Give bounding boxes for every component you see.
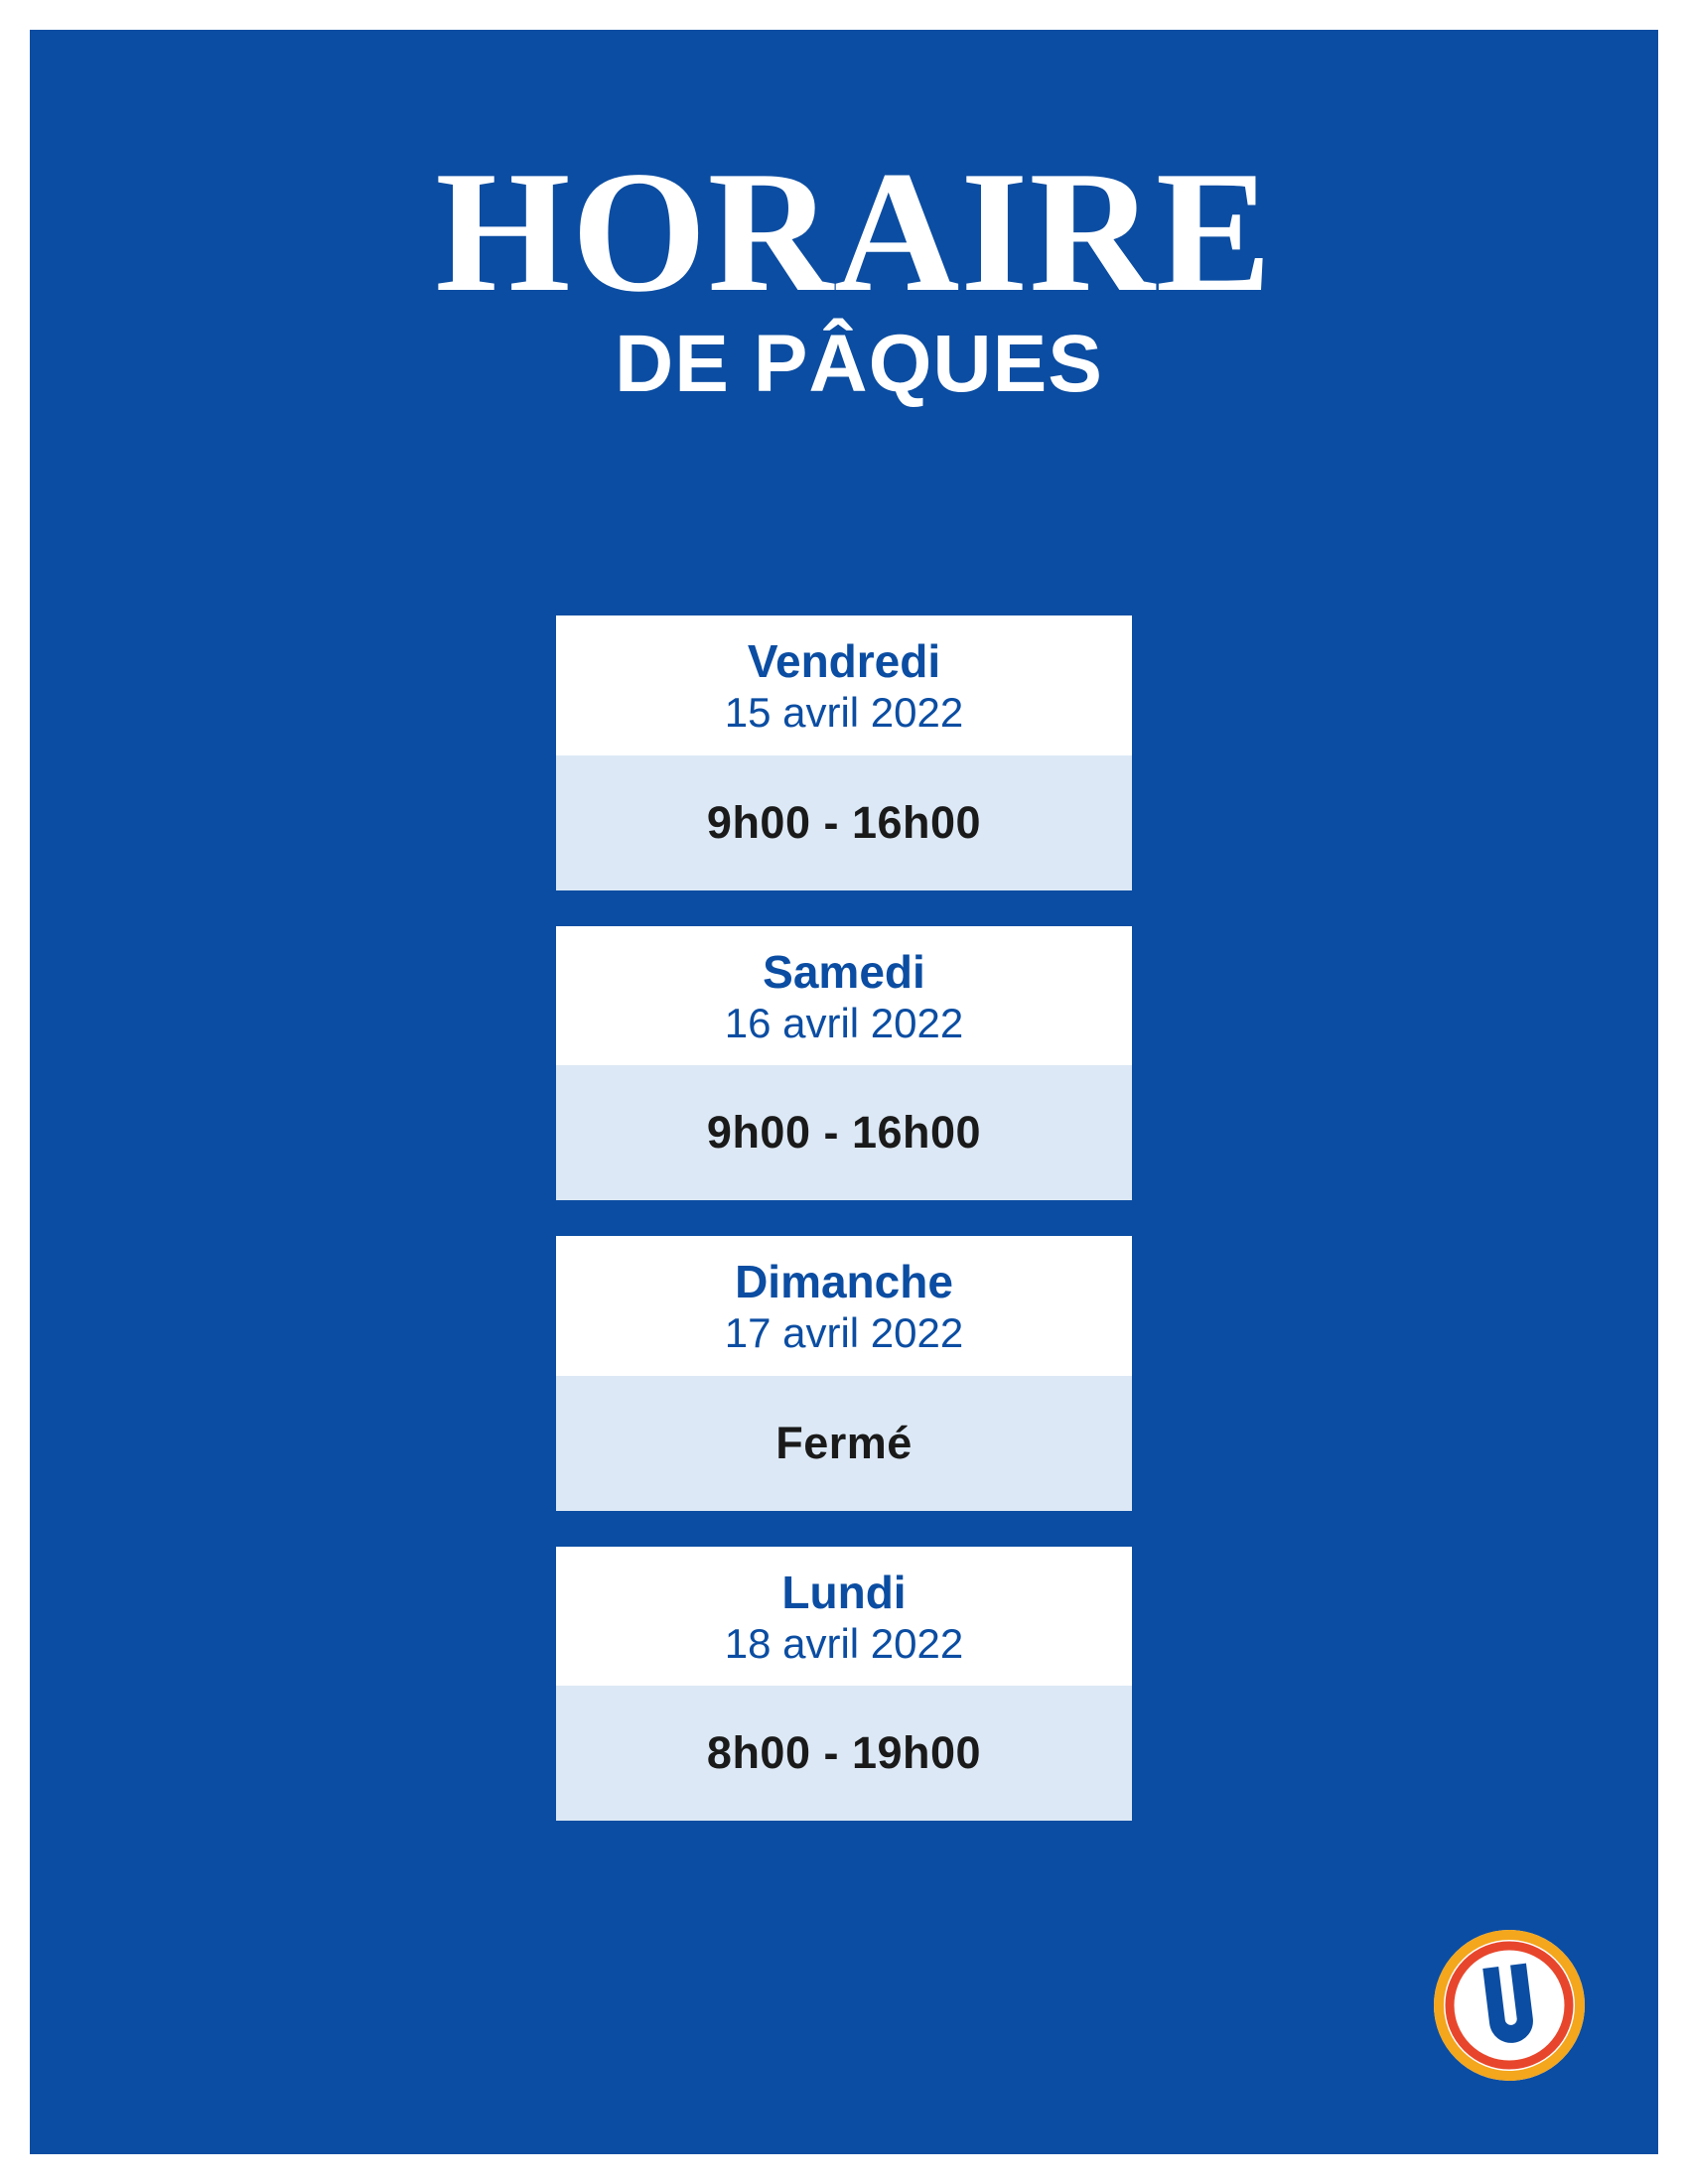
schedule-card-header xyxy=(556,1236,1132,1376)
schedule-card xyxy=(556,1236,1132,1511)
schedule-list xyxy=(30,615,1658,1821)
schedule-date: 15 avril 2022 xyxy=(724,689,964,737)
schedule-hours: 9h00 - 16h00 xyxy=(556,755,1132,890)
schedule-hours: Fermé xyxy=(556,1376,1132,1511)
schedule-day: Lundi xyxy=(781,1566,907,1618)
schedule-card-header xyxy=(556,615,1132,755)
page-title: HORAIRE xyxy=(435,135,1273,328)
schedule-date: 18 avril 2022 xyxy=(724,1620,964,1668)
u-logo-icon xyxy=(1430,1926,1589,2085)
u-logo xyxy=(1430,1926,1589,2085)
schedule-card xyxy=(556,615,1132,890)
schedule-card xyxy=(556,926,1132,1201)
schedule-day: Dimanche xyxy=(735,1256,953,1308)
schedule-day: Samedi xyxy=(763,945,925,998)
schedule-hours: 8h00 - 19h00 xyxy=(556,1686,1132,1821)
schedule-hours: 9h00 - 16h00 xyxy=(556,1065,1132,1200)
schedule-card-header xyxy=(556,1547,1132,1687)
schedule-card-header xyxy=(556,926,1132,1066)
schedule-date: 17 avril 2022 xyxy=(724,1309,964,1357)
schedule-card xyxy=(556,1547,1132,1822)
page-subtitle: DE PÂQUES xyxy=(615,319,1103,410)
schedule-day: Vendredi xyxy=(747,635,941,687)
schedule-date: 16 avril 2022 xyxy=(724,999,964,1046)
title-block xyxy=(30,30,1658,410)
poster xyxy=(30,30,1658,2154)
